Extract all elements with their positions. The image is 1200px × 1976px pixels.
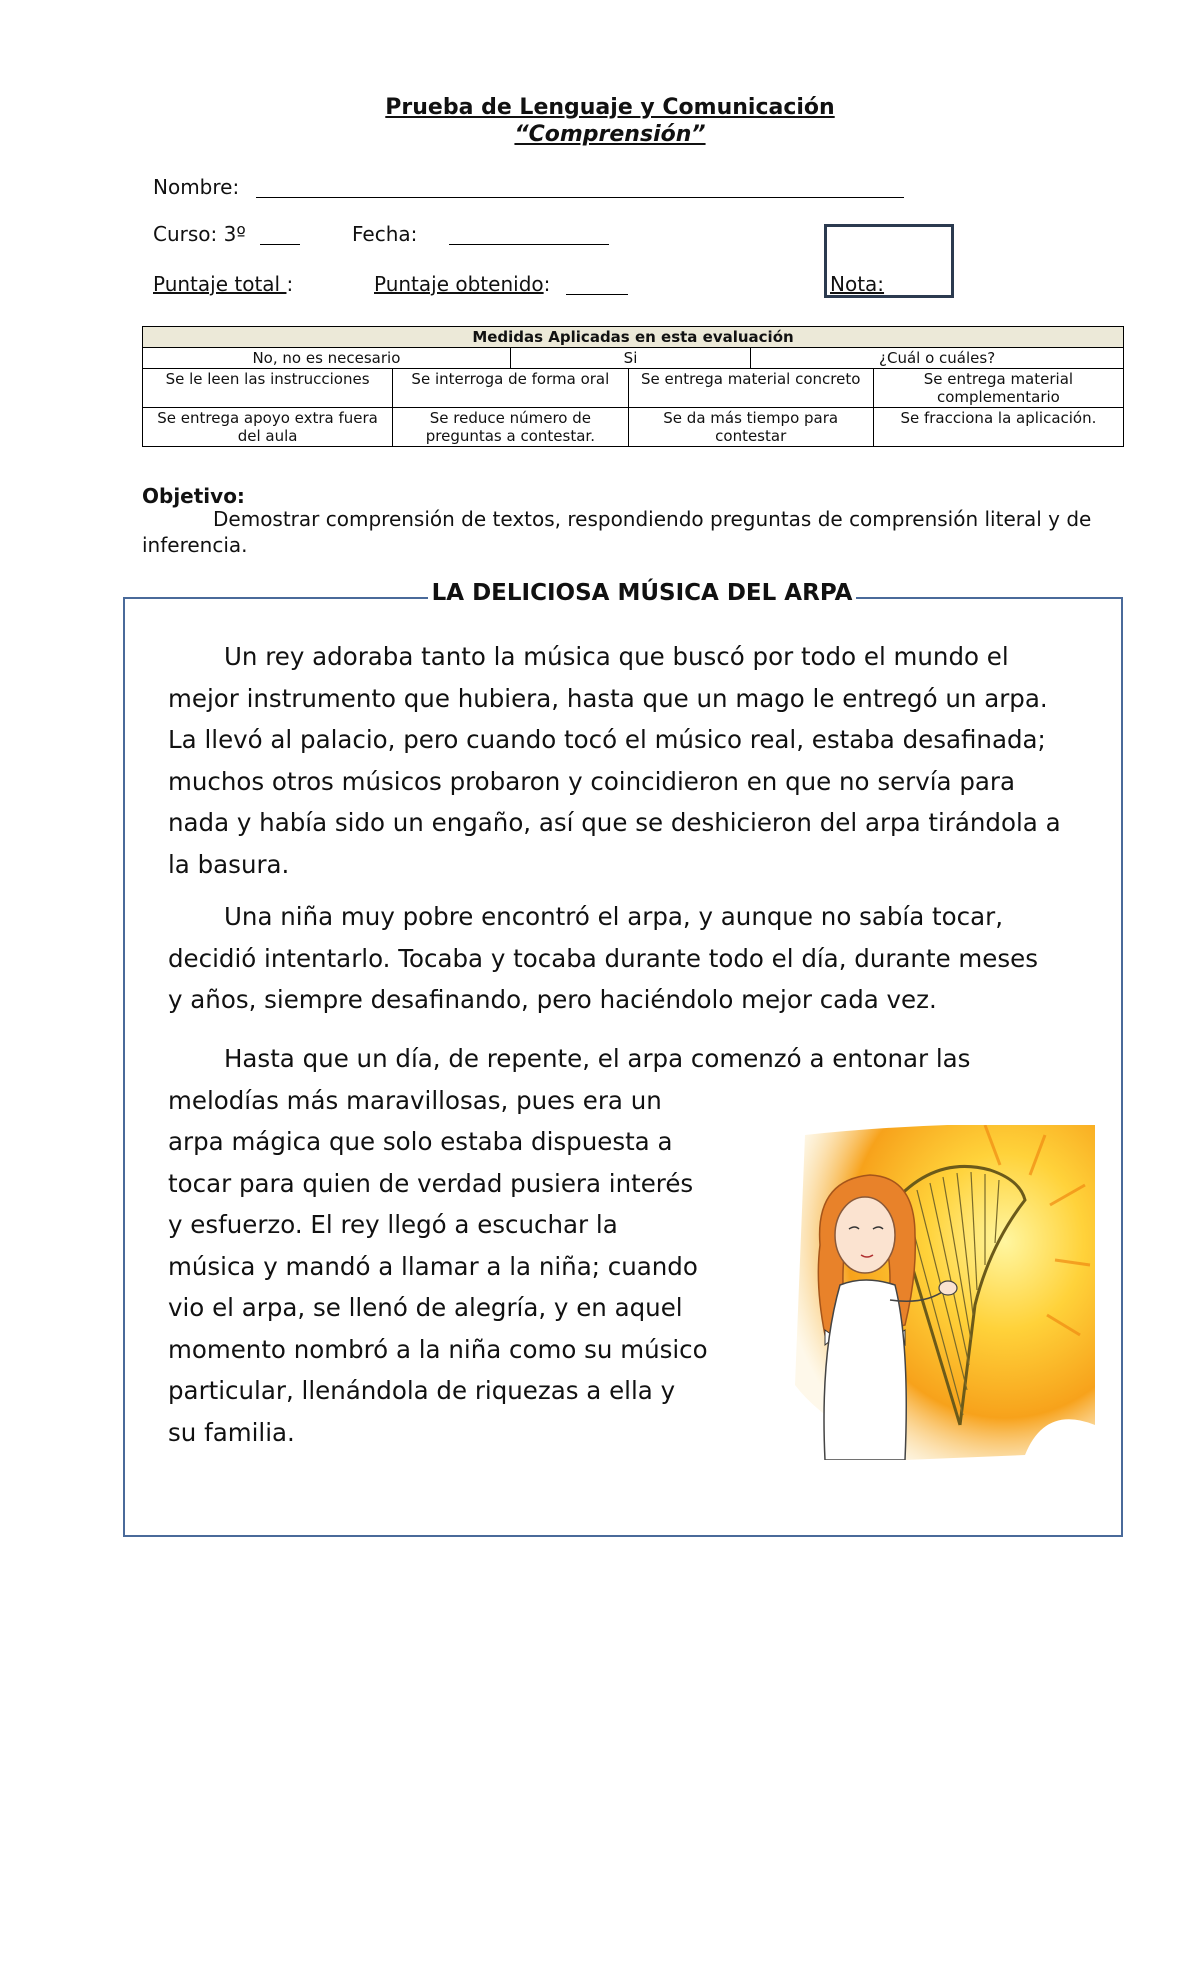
table-row: [143, 408, 1124, 447]
story-line: la basura.: [168, 849, 290, 879]
table-row: [143, 348, 1124, 369]
story-line: decidió intentarlo. Tocaba y tocaba durante todo el día, durante meses: [168, 943, 1038, 973]
nombre-label: Nombre:: [153, 175, 240, 199]
medida-no-necesario[interactable]: No, no es necesario: [143, 348, 511, 369]
fecha-field[interactable]: [449, 244, 609, 245]
girl-harp-illustration: [785, 1125, 1095, 1460]
table-row: [143, 327, 1124, 348]
puntaje-obtenido-field[interactable]: [566, 294, 628, 295]
curso-label: Curso: 3º: [153, 222, 246, 246]
medida-mas-tiempo[interactable]: Se da más tiempo para contestar: [628, 408, 873, 447]
story-line: mejor instrumento que hubiera, hasta que un mago le entregó un arpa.: [168, 683, 1048, 713]
story-line: música y mandó a llamar a la niña; cuando: [168, 1251, 698, 1281]
story-line: y años, siempre desafinando, pero haciéndolo mejor cada vez.: [168, 985, 937, 1014]
puntaje-obtenido-colon: :: [543, 272, 551, 296]
page-title-text: Prueba de Lenguaje y Comunicación: [385, 95, 835, 120]
story-line: arpa mágica que solo estaba dispuesta a: [168, 1127, 673, 1156]
story-line: vio el arpa, se llenó de alegría, y en aquel: [168, 1293, 683, 1322]
curso-field[interactable]: [260, 244, 300, 245]
story-line: y esfuerzo. El rey llegó a escuchar la: [168, 1210, 618, 1239]
fecha-label: Fecha:: [352, 222, 418, 246]
medida-fracciona[interactable]: Se fracciona la aplicación.: [873, 408, 1123, 447]
page-subtitle: [0, 122, 1200, 147]
medidas-table: [142, 326, 1124, 447]
medida-leen-instrucciones[interactable]: Se le leen las instrucciones: [143, 369, 393, 408]
medida-apoyo-extra[interactable]: Se entrega apoyo extra fuera del aula: [143, 408, 393, 447]
page-subtitle-text: “Comprensión”: [514, 122, 706, 147]
story-line: tocar para quien de verdad pusiera interés: [168, 1168, 694, 1198]
story-line: Hasta que un día, de repente, el arpa comenzó a entonar las: [224, 1044, 971, 1073]
story-line: muchos otros músicos probaron y coincidieron en que no servía para: [168, 766, 1015, 796]
story-line: su familia.: [168, 1417, 295, 1447]
story-title-text: LA DELICIOSA MÚSICA DEL ARPA: [428, 580, 857, 606]
puntaje-obtenido-text: Puntaje obtenido: [374, 272, 544, 296]
medida-si[interactable]: Si: [510, 348, 750, 369]
story-line: particular, llenándola de riquezas a ella y: [168, 1376, 676, 1405]
nota-label: Nota:: [830, 272, 885, 296]
story-line: La llevó al palacio, pero cuando tocó el músico real, estaba desafinada;: [168, 725, 1046, 754]
story-line: Una niña muy pobre encontró el arpa, y aunque no sabía tocar,: [224, 902, 1003, 931]
story-paragraph-2: [168, 896, 1038, 1021]
story-line: melodías más maravillosas, pues era un: [168, 1085, 662, 1115]
story-line: Un rey adoraba tanto la música que buscó por todo el mundo el: [224, 642, 1009, 671]
nota-box[interactable]: [824, 224, 954, 298]
objetivo-label: Objetivo:: [142, 484, 245, 508]
puntaje-obtenido-label: [374, 272, 550, 296]
medidas-heading: Medidas Aplicadas en esta evaluación: [143, 327, 1124, 348]
medida-material-complementario[interactable]: Se entrega material complementario: [873, 369, 1123, 408]
objetivo-text: Demostrar comprensión de textos, respondiendo preguntas de comprensión literal y de inferencia.: [142, 507, 1092, 557]
story-line: nada y había sido un engaño, así que se deshicieron del arpa tirándola a: [168, 808, 1061, 837]
medida-reduce-preguntas[interactable]: Se reduce número de preguntas a contestar.: [393, 408, 628, 447]
story-title: [142, 580, 1142, 606]
story-line: momento nombró a la niña como su músico: [168, 1334, 708, 1364]
medida-cuales[interactable]: ¿Cuál o cuáles?: [751, 348, 1124, 369]
nombre-field[interactable]: [256, 197, 904, 198]
medida-material-concreto[interactable]: Se entrega material concreto: [628, 369, 873, 408]
page-title: [0, 95, 1200, 120]
story-paragraph-1: [168, 636, 1061, 885]
puntaje-total-colon: :: [286, 272, 294, 296]
puntaje-total-text: Puntaje total: [153, 272, 287, 296]
table-row: [143, 369, 1124, 408]
medida-interroga-oral[interactable]: Se interroga de forma oral: [393, 369, 628, 408]
puntaje-total-label: [153, 272, 293, 296]
